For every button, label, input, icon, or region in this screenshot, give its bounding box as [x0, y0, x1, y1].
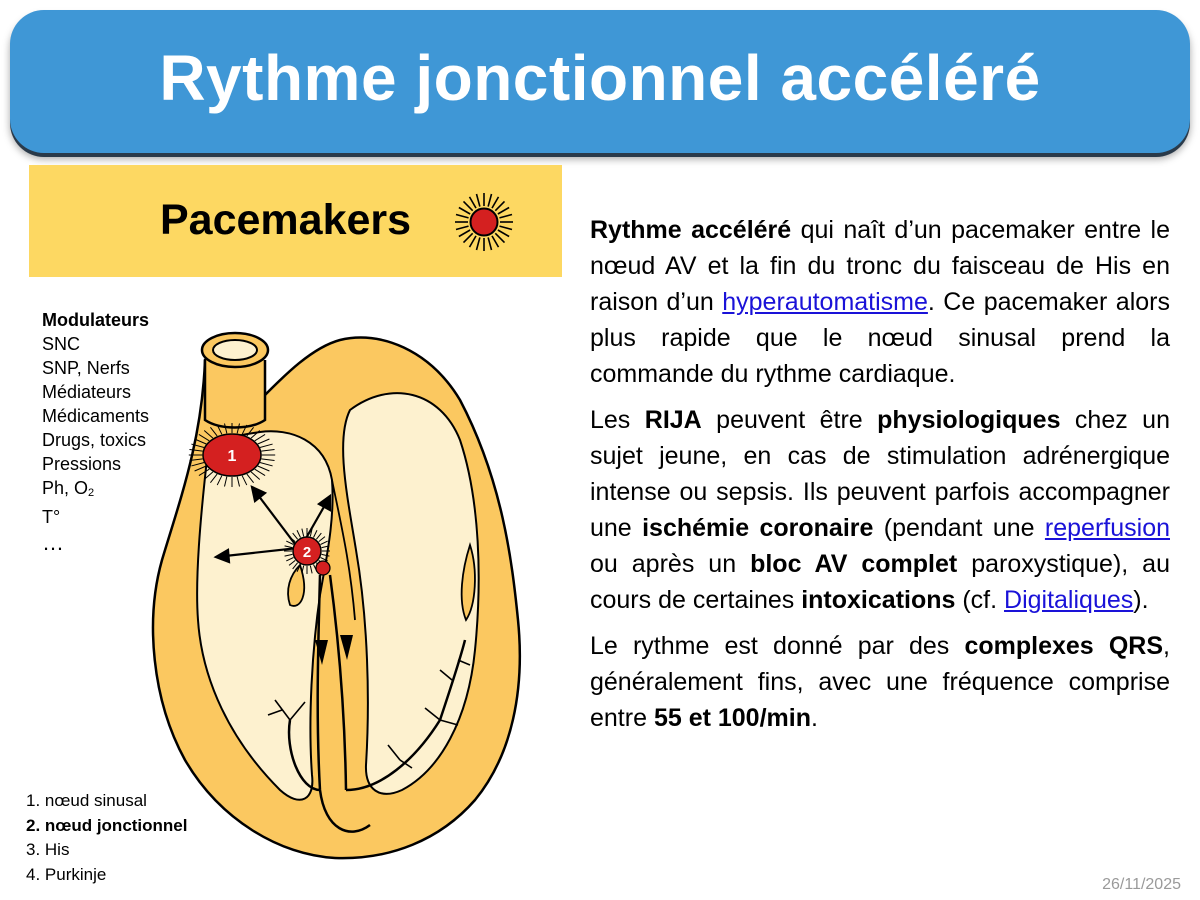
modulator-item: Médicaments: [42, 406, 150, 426]
modulator-item: Médiateurs: [42, 382, 132, 402]
legend-item: 1. nœud sinusal: [26, 791, 147, 810]
paragraph-2: Les RIJA peuvent être physiologiques chez un sujet jeune, en cas de stimulation adrénergique intense ou sepsis. Ils peuvent parfois accompagner une ischémie coronaire (pendant une reperfusion ou après un bloc AV complet paroxystique), au cours de certaines intoxications (cf. Digitaliques).: [590, 406, 1170, 614]
link-hyperautomatisme[interactable]: hyperautomatisme: [722, 288, 928, 316]
node-2-label: 2: [302, 544, 312, 561]
modulators-ellipsis: …: [42, 530, 64, 555]
modulator-item: SNC: [42, 334, 81, 354]
pacemakers-label: Pacemakers: [160, 196, 412, 244]
paragraph-3: Le rythme est donné par des complexes QRS, généralement fins, avec une fréquence comprise entre 55 et 100/min.: [590, 632, 1170, 732]
slide-date: 26/11/2025: [1102, 876, 1181, 893]
diagram-legend: [26, 789, 187, 887]
legend-item: 4. Purkinje: [26, 864, 107, 884]
modulator-item: SNP, Nerfs: [42, 358, 130, 378]
slide-title: Rythme jonctionnel accéléré: [159, 41, 1041, 114]
modulators-heading: Modulateurs: [42, 310, 150, 330]
link-digitaliques[interactable]: Digitaliques: [1004, 586, 1134, 614]
pacemaker-burst-icon: [452, 190, 516, 254]
paragraph-1: Rythme accéléré qui naît d’un pacemaker entre le nœud AV et la fin du tronc du faisceau de His en raison d’un hyperautomatisme. Ce pacemaker alors plus rapide que le nœud sinusal prend la commande du rythme cardiaque.: [590, 216, 1170, 388]
modulators-list: [42, 308, 149, 557]
modulator-item: Drugs, toxics: [42, 430, 147, 450]
modulator-item: Pressions: [42, 454, 122, 474]
legend-item: 2. nœud jonctionnel: [26, 815, 188, 835]
node-1-label: 1: [227, 448, 237, 465]
aorta: [205, 360, 265, 428]
title-banner: [10, 10, 1190, 153]
legend-item: 3. His: [26, 840, 70, 859]
modulator-item-temperature: T°: [42, 507, 61, 527]
link-reperfusion[interactable]: reperfusion: [1044, 514, 1170, 542]
body-text: [590, 212, 1170, 746]
modulator-item-ph: Ph, $O_2$: [42, 478, 95, 499]
heart-conduction-diagram: [140, 320, 540, 865]
